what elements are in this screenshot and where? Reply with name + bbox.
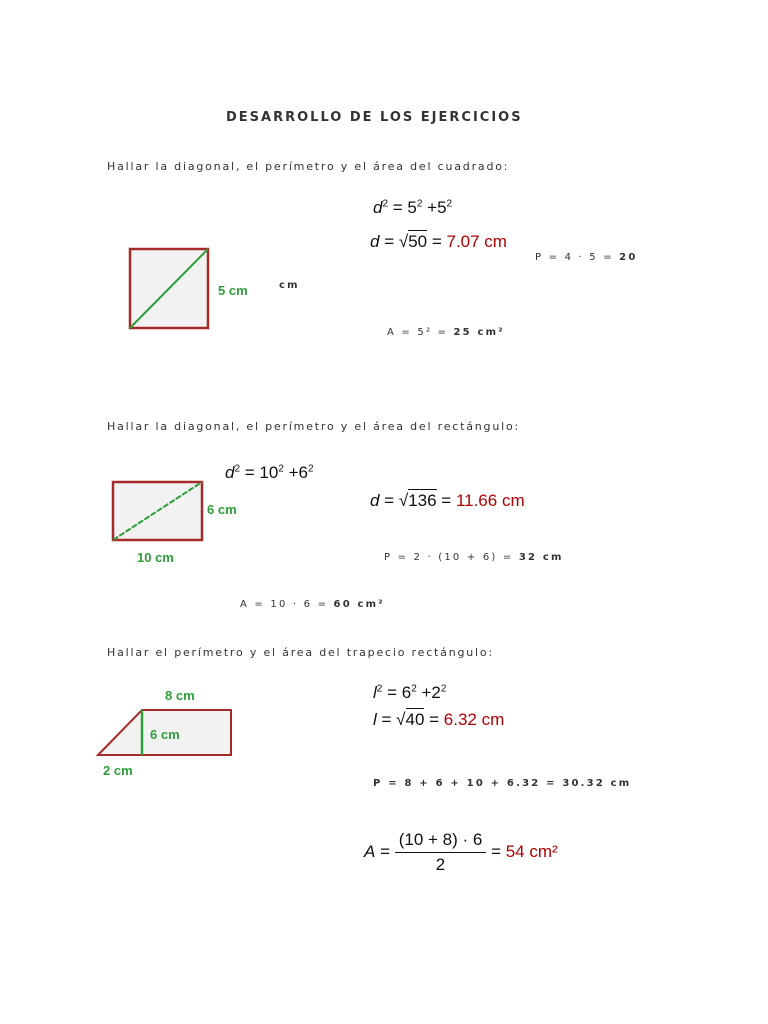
- ex1-stray-unit: cm: [279, 280, 300, 291]
- rectangle-base-label: 10 cm: [137, 550, 174, 565]
- ex1-perimeter: P = 4 · 5 = 20: [535, 252, 638, 263]
- page-title: DESARROLLO DE LOS EJERCICIOS: [226, 110, 523, 125]
- rectangle-height-label: 6 cm: [207, 502, 237, 517]
- ex1-area: A = 5² = 25 cm²: [387, 327, 505, 338]
- exercise-1-prompt: Hallar la diagonal, el perímetro y el área del cuadrado:: [107, 160, 510, 173]
- trapezoid-base-label: 2 cm: [103, 763, 133, 778]
- ex3-formula-side: l = √40 = 6.32 cm: [373, 710, 505, 729]
- exercise-2-prompt: Hallar la diagonal, el perímetro y el área del rectángulo:: [107, 420, 521, 433]
- exercise-3-prompt: Hallar el perímetro y el área del trapecio rectángulo:: [107, 646, 494, 659]
- square-side-label: 5 cm: [218, 283, 248, 298]
- ex2-perimeter: P = 2 · (10 + 6) = 32 cm: [384, 552, 564, 563]
- trapezoid-height-label: 6 cm: [150, 727, 180, 742]
- ex2-formula-diagonal-squared: $d^2 = 10^2 +6^2$: [225, 463, 314, 482]
- ex1-formula-diagonal: d = √50 = 7.07 cm: [370, 232, 507, 251]
- ex3-formula-side-squared: $l^2 = 6^2 +2^2$: [373, 683, 447, 702]
- ex2-area: A = 10 · 6 = 60 cm²: [240, 599, 385, 610]
- ex1-formula-diagonal-squared: $d^2 = 5^2 +5^2$: [373, 198, 453, 217]
- trapezoid-top-label: 8 cm: [165, 688, 195, 703]
- ex3-formula-area: A = $\frac{(10 + 8) \cdot 6}{2}$ = 54 cm²: [364, 830, 558, 874]
- ex2-formula-diagonal: d = √136 = 11.66 cm: [370, 491, 525, 510]
- ex3-perimeter: P = 8 + 6 + 10 + 6.32 = 30.32 cm: [373, 778, 632, 789]
